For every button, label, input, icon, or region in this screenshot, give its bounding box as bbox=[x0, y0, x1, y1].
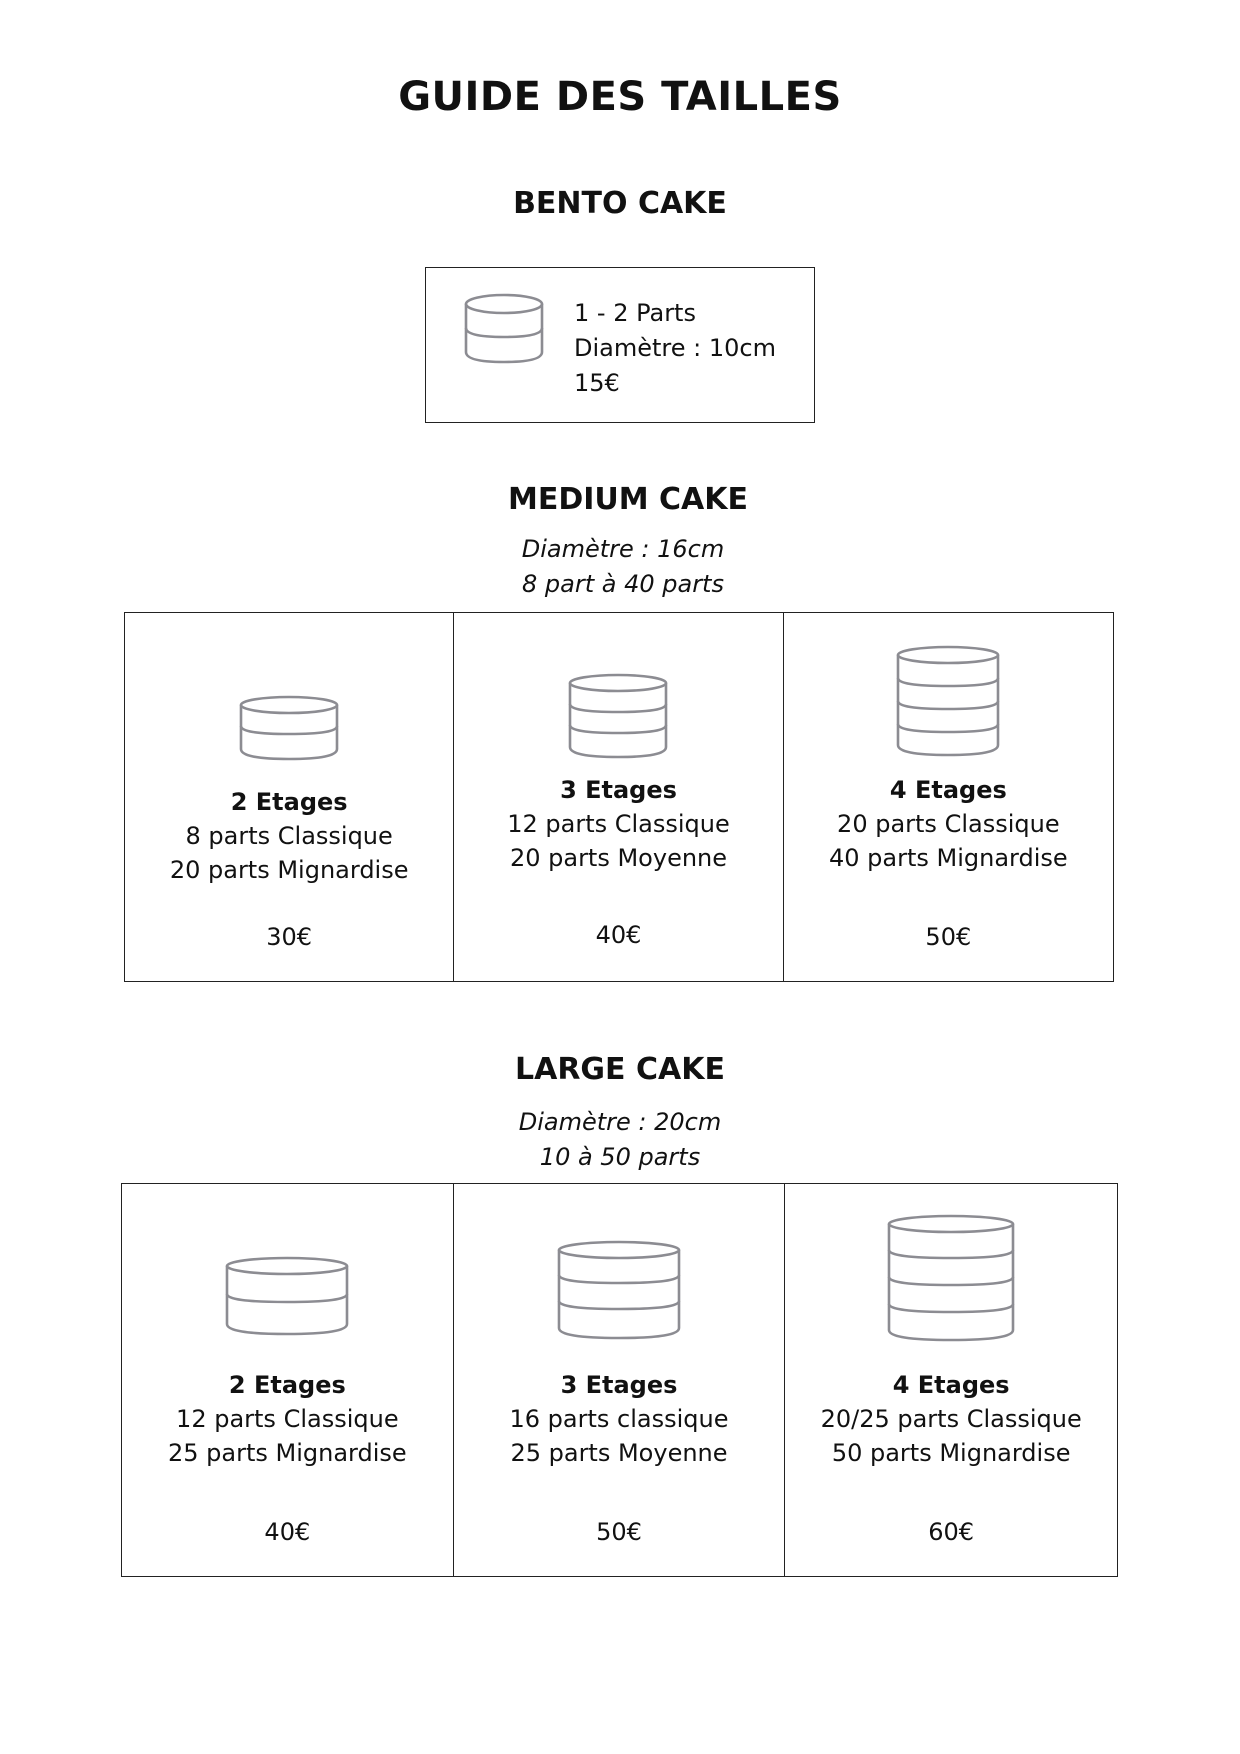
option-details bbox=[785, 1368, 1117, 1470]
option-details bbox=[784, 773, 1113, 875]
medium-parts-range: 8 part à 40 parts bbox=[522, 570, 724, 598]
price: 30€ bbox=[266, 923, 313, 951]
cake-3-layer-icon bbox=[566, 671, 670, 765]
alt-parts: 20 parts Moyenne bbox=[509, 844, 728, 872]
cake-4-layer-icon bbox=[885, 1212, 1017, 1348]
alt-parts: 25 parts Moyenne bbox=[510, 1439, 728, 1467]
classique-parts: 8 parts Classique bbox=[185, 822, 393, 850]
classique-parts: 20 parts Classique bbox=[837, 810, 1060, 838]
price: 50€ bbox=[596, 1518, 642, 1546]
alt-parts: 25 parts Mignardise bbox=[167, 1439, 407, 1467]
large-option-4-etages bbox=[785, 1184, 1117, 1576]
classique-parts: 12 parts Classique bbox=[176, 1405, 399, 1433]
large-option-3-etages bbox=[454, 1184, 786, 1576]
classique-parts: 12 parts Classique bbox=[507, 810, 730, 838]
cake-4-layer-icon bbox=[894, 643, 1002, 763]
medium-option-2-etages bbox=[125, 613, 454, 981]
tier-label: 2 Etages bbox=[228, 1371, 346, 1399]
cake-2-layer-icon bbox=[237, 693, 341, 767]
price: 50€ bbox=[925, 923, 972, 951]
cake-3-layer-icon bbox=[555, 1238, 683, 1346]
tier-label: 3 Etages bbox=[560, 1371, 678, 1399]
bento-price: 15€ bbox=[574, 369, 620, 397]
page-title: GUIDE DES TAILLES bbox=[398, 74, 842, 120]
medium-option-4-etages bbox=[784, 613, 1113, 981]
large-diameter: Diamètre : 20cm bbox=[518, 1108, 722, 1136]
tier-label: 4 Etages bbox=[889, 776, 1007, 804]
medium-size-table bbox=[124, 612, 1114, 982]
large-parts-range: 10 à 50 parts bbox=[539, 1143, 701, 1171]
option-details bbox=[122, 1368, 453, 1470]
option-details bbox=[125, 785, 453, 887]
tier-label: 2 Etages bbox=[230, 788, 348, 816]
large-size-table bbox=[121, 1183, 1118, 1577]
price: 40€ bbox=[264, 1518, 311, 1546]
cake-2-layer-icon bbox=[223, 1254, 351, 1342]
alt-parts: 20 parts Mignardise bbox=[169, 856, 409, 884]
tier-label: 3 Etages bbox=[560, 776, 677, 804]
bento-details bbox=[574, 296, 776, 401]
medium-option-3-etages bbox=[454, 613, 783, 981]
cake-icon bbox=[462, 290, 546, 374]
bento-section-title: BENTO CAKE bbox=[513, 186, 727, 221]
classique-parts: 16 parts classique bbox=[509, 1405, 729, 1433]
bento-card bbox=[425, 267, 815, 423]
large-option-2-etages bbox=[122, 1184, 454, 1576]
price: 60€ bbox=[928, 1518, 975, 1546]
bento-diameter: Diamètre : 10cm bbox=[574, 334, 776, 362]
medium-section-title: MEDIUM CAKE bbox=[507, 482, 749, 517]
alt-parts: 40 parts Mignardise bbox=[828, 844, 1068, 872]
bento-parts: 1 - 2 Parts bbox=[574, 299, 696, 327]
large-section-title: LARGE CAKE bbox=[515, 1052, 725, 1087]
price: 40€ bbox=[595, 921, 642, 949]
medium-diameter: Diamètre : 16cm bbox=[521, 535, 725, 563]
option-details bbox=[454, 1368, 785, 1470]
classique-parts: 20/25 parts Classique bbox=[820, 1405, 1082, 1433]
alt-parts: 50 parts Mignardise bbox=[831, 1439, 1071, 1467]
tier-label: 4 Etages bbox=[892, 1371, 1010, 1399]
option-details bbox=[454, 773, 782, 875]
